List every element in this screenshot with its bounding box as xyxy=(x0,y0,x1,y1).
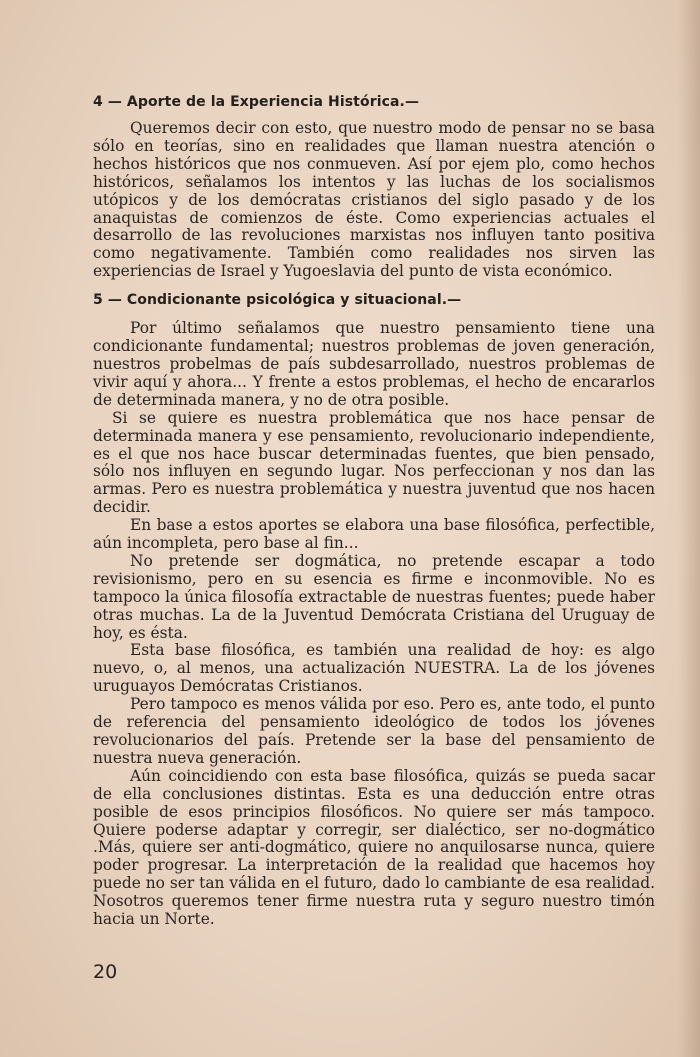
section-5-paragraph-3: En base a estos aportes se elabora una base filosófica, perfectible, aún incompleta, pero base al fin... xyxy=(93,516,655,553)
section-5-paragraph-1: Por último señalamos que nuestro pensamiento tiene una condicionante fundamental; nuestros problemas de joven generación, nuestros probelmas de país subdesarrollado, nuestros problemas de vivir aquí y ahora... Y frente a estos problemas, el hecho de encararlos de determinada manera, y no de otra posible. xyxy=(93,319,655,409)
section-4-paragraph-1: Queremos decir con esto, que nuestro modo de pensar no se basa sólo en teorías, sino en realidades que llaman nuestra atención o hechos históricos que nos conmueven. Así por ejem plo, como hechos históricos, señalamos los intentos y las luchas de los socialismos utópicos y de los demócratas cristianos del siglo pasado y de los anaquistas de comienzos de éste. Como experiencias actuales el desarrollo de las revoluciones marxistas nos influyen tanto positiva como negativamente. También como realidades nos sirven las experiencias de Israel y Yugoeslavia del punto de vista económico. xyxy=(93,119,655,281)
section-5-paragraph-2: Si se quiere es nuestra problemática que nos hace pensar de determinada manera y ese pensamiento, revolucionario independiente, es el que nos hace buscar determinadas fuentes, que bien pensado, sólo nos influyen en segundo lugar. Nos perfeccionan y nos dan las armas. Pero es nuestra problemática y nuestra juventud que nos hacen decidir. xyxy=(93,408,655,517)
section-5-heading: 5 — Condicionante psicológica y situacional.— xyxy=(93,292,462,309)
page-text-block xyxy=(93,94,655,929)
section-5-paragraph-7: Aún coincidiendo con esta base filosófica, quizás se pueda sacar de ella conclusiones distintas. Esta es una deducción entre otras posible de esos principios filosóficos. No quiere ser más tampoco. Quiere poderse adaptar y corregir, ser dialéctico, ser no-dogmático .Más, quiere ser anti-dogmático, quiere no anquilosarse nunca, quiere poder progresar. La interpretación de la realidad que hacemos hoy puede no ser tan válida en el futuro, dado lo cambiante de esa realidad. Nosotros queremos tener firme nuestra ruta y seguro nuestro timón hacia un Norte. xyxy=(93,766,655,929)
page-edge-shadow xyxy=(678,0,700,1057)
section-4-heading: 4 — Aporte de la Experiencia Histórica.— xyxy=(93,94,420,110)
section-5-paragraph-6: Pero tampoco es menos válida por eso. Pero es, ante todo, el punto de referencia del pensamiento ideológico de todos los jóvenes revolucionarios del país. Pretende ser la base del pensamiento de nuestra nueva generación. xyxy=(93,695,655,767)
section-5-paragraph-5: Esta base filosófica, es también una realidad de hoy: es algo nuevo, o, al menos, una actualización NUESTRA. La de los jóvenes uruguayos Demócratas Cristianos. xyxy=(93,641,655,696)
page-number: 20 xyxy=(93,961,118,983)
section-5-paragraph-4: No pretende ser dogmática, no pretende escapar a todo revisionismo, pero en su esencia es firme e inconmovible. No es tampoco la única filosofía extractable de nuestras fuentes; puede haber otras muchas. La de la Juventud Demócrata Cristiana del Uruguay de hoy, es ésta. xyxy=(93,551,655,642)
